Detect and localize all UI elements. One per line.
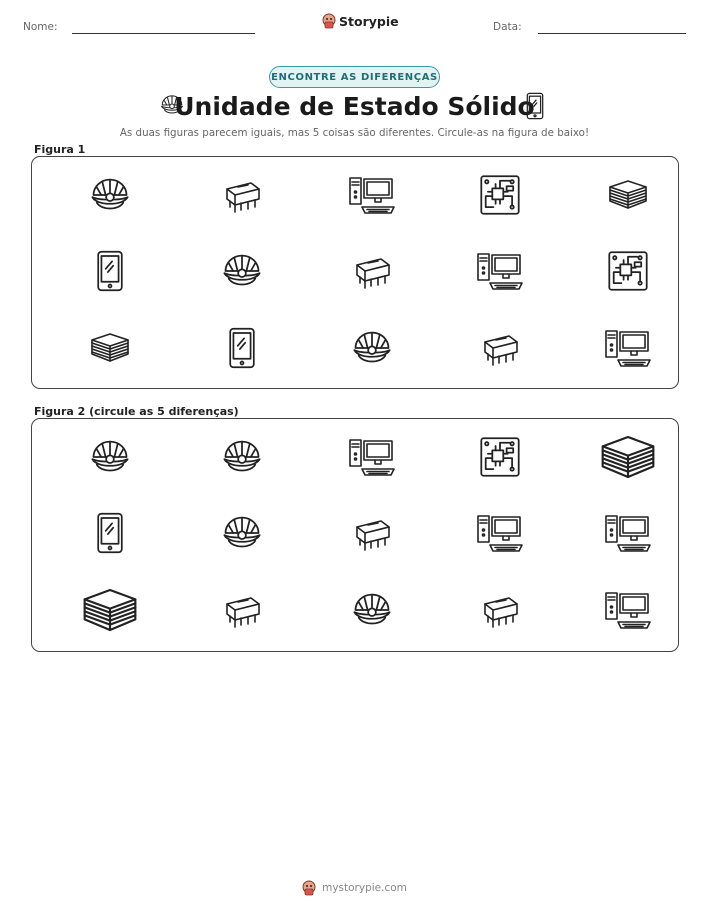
- computer-icon[interactable]: [598, 505, 658, 561]
- shell-icon: [80, 167, 140, 223]
- chip-icon: [212, 167, 272, 223]
- storypie-mascot-icon: [302, 880, 316, 896]
- tablet-icon: [212, 320, 272, 376]
- tablet-icon[interactable]: [80, 505, 140, 561]
- computer-icon[interactable]: [598, 582, 658, 638]
- name-label: Nome:: [23, 21, 58, 33]
- computer-icon: [470, 243, 530, 299]
- figure-2-panel[interactable]: [31, 418, 679, 652]
- shell-icon[interactable]: [212, 429, 272, 485]
- figure-2-label: Figura 2 (circule as 5 diferenças): [34, 405, 239, 418]
- ssd-stack-icon: [598, 167, 658, 223]
- brand-logo: [322, 13, 399, 29]
- brand-name: Storypie: [339, 13, 399, 29]
- tablet-icon: [80, 243, 140, 299]
- footer-url[interactable]: mystorypie.com: [322, 882, 407, 894]
- page-title: Unidade de Estado Sólido: [174, 92, 535, 121]
- shell-icon[interactable]: [342, 582, 402, 638]
- shell-icon[interactable]: [212, 505, 272, 561]
- chip-icon: [470, 320, 530, 376]
- chip-icon[interactable]: [470, 582, 530, 638]
- chip-icon[interactable]: [212, 582, 272, 638]
- computer-icon[interactable]: [342, 429, 402, 485]
- figure-1-label: Figura 1: [34, 143, 86, 156]
- name-line[interactable]: [72, 33, 255, 34]
- tablet-icon: [525, 92, 545, 124]
- date-label: Data:: [493, 21, 522, 33]
- footer: [0, 880, 709, 896]
- figure-1-panel: [31, 156, 679, 389]
- activity-badge: ENCONTRE AS DIFERENÇAS: [269, 66, 440, 88]
- shell-icon: [342, 320, 402, 376]
- shell-icon[interactable]: [80, 429, 140, 485]
- chip-icon: [342, 243, 402, 299]
- instructions: As duas figuras parecem iguais, mas 5 coisas são diferentes. Circule-as na figura de baixo!: [119, 127, 590, 139]
- circuit-board-icon: [598, 243, 658, 299]
- chip-icon[interactable]: [342, 505, 402, 561]
- ssd-stack-large-icon[interactable]: [598, 429, 658, 485]
- computer-icon[interactable]: [470, 505, 530, 561]
- shell-icon: [212, 243, 272, 299]
- ssd-stack-icon: [80, 320, 140, 376]
- computer-icon: [598, 320, 658, 376]
- ssd-stack-large-icon[interactable]: [80, 582, 140, 638]
- date-line[interactable]: [538, 33, 686, 34]
- circuit-board-icon: [470, 167, 530, 223]
- circuit-board-icon[interactable]: [470, 429, 530, 485]
- storypie-mascot-icon: [322, 13, 336, 29]
- computer-icon: [342, 167, 402, 223]
